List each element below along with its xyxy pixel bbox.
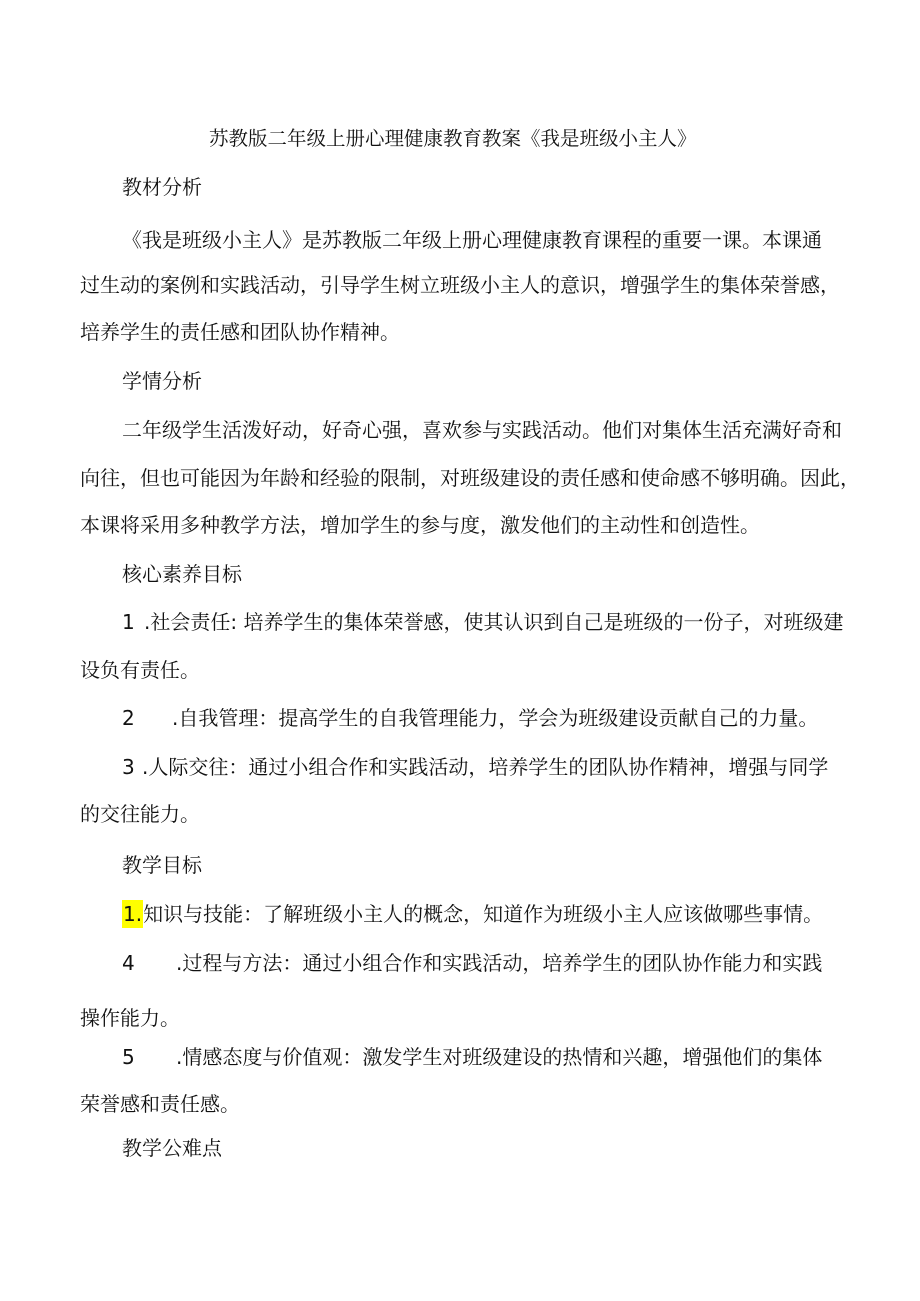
list-item-continuation: 操作能力。: [80, 1006, 180, 1030]
list-item-core-3: [122, 753, 828, 781]
document-title: 苏教版二年级上册心理健康教育教案《我是班级小主人》: [209, 127, 697, 150]
heading-key-difficult-points: 教学公难点: [122, 1136, 222, 1160]
list-number: 2: [122, 706, 135, 730]
list-number: 5: [122, 1045, 135, 1069]
paragraph-line: 过生动的案例和实践活动，引导学生树立班级小主人的意识，增强学生的集体荣誉感，: [80, 273, 840, 297]
paragraph-line: 本课将采用多种教学方法，增加学生的参与度，激发他们的主动性和创造性。: [80, 513, 760, 537]
list-item-core-2: [122, 704, 818, 732]
list-text: .自我管理：提高学生的自我管理能力，学会为班级建设贡献自己的力量。: [172, 706, 819, 730]
highlighted-number: 1.: [123, 902, 143, 926]
list-number: 4: [122, 951, 135, 975]
list-text: .情感态度与价值观：激发学生对班级建设的热情和兴趣，增强他们的集体: [176, 1045, 823, 1069]
list-item-goal-1: [122, 900, 823, 928]
paragraph-line: 《我是班级小主人》是苏教版二年级上册心理健康教育课程的重要一课。本课通: [122, 228, 822, 252]
heading-textbook-analysis: 教材分析: [122, 175, 202, 199]
list-text: .社会责任: 培养学生的集体荣誉感，使其认识到自己是班级的一份子，对班级建: [144, 610, 844, 634]
paragraph-line: 向往，但也可能因为年龄和经验的限制，对班级建设的责任感和使命感不够明确。因此，: [80, 466, 860, 490]
list-item-goal-5: [122, 1043, 822, 1071]
list-item-core-1: [122, 608, 843, 636]
list-text: .人际交往：通过小组合作和实践活动，培养学生的团队协作精神，增强与同学: [142, 755, 829, 779]
list-item-goal-4: [122, 949, 822, 977]
list-item-continuation: 荣誉感和责任感。: [80, 1092, 240, 1116]
list-item-continuation: 设负有责任。: [80, 658, 200, 682]
list-number: 3: [122, 755, 135, 779]
list-text: 知识与技能：了解班级小主人的概念，知道作为班级小主人应该做哪些事情。: [143, 902, 824, 926]
heading-core-literacy: 核心素养目标: [122, 562, 242, 586]
heading-teaching-goals: 教学目标: [122, 853, 202, 877]
paragraph-line: 培养学生的责任感和团队协作精神。: [80, 320, 400, 344]
paragraph-line: 二年级学生活泼好动，好奇心强，喜欢参与实践活动。他们对集体生活充满好奇和: [122, 418, 842, 442]
list-number: 1: [122, 610, 135, 634]
list-item-continuation: 的交往能力。: [80, 802, 200, 826]
list-text: .过程与方法：通过小组合作和实践活动，培养学生的团队协作能力和实践: [176, 951, 823, 975]
heading-student-analysis: 学情分析: [122, 369, 202, 393]
